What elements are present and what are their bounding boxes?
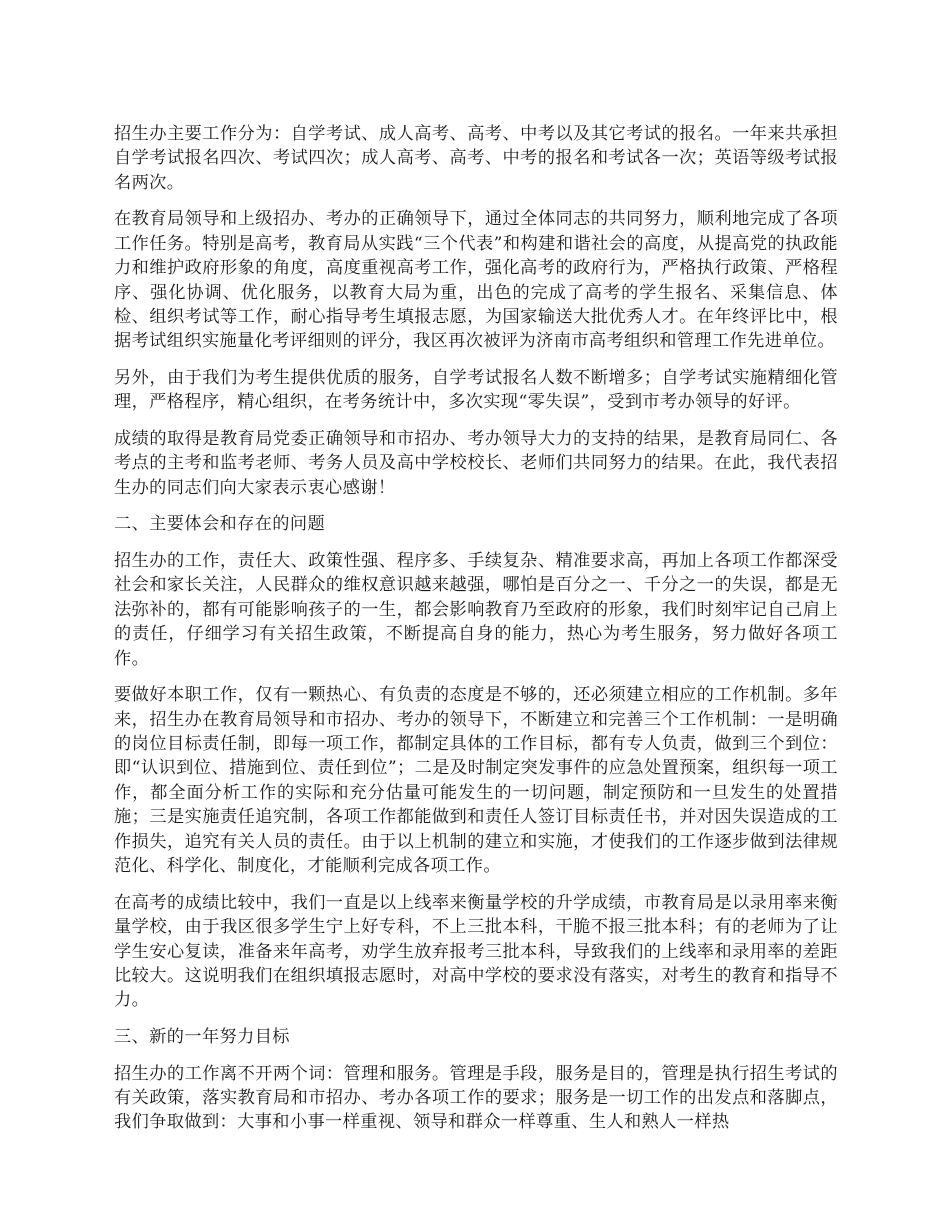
paragraph-management-and-service: 招生办的工作离不开两个词：管理和服务。管理是手段，服务是目的，管理是执行招生考试的有关政策，落实教育局和市招办、考办各项工作的要求；服务是一切工作的出发点和落脚点，我们争取做到：大事和小事一样重视、领导和群众一样尊重、生人和熟人一样热 (114, 1063, 838, 1133)
paragraph-exam-comparison: 在高考的成绩比较中，我们一直是以上线率来衡量学校的升学成绩，市教育局是以录用率来衡量学校，由于我区很多学生宁上好专科，不上三批本科，干脆不报三批本科；有的老师为了让学生安心复读，准备来年高考，劝学生放弃报考三批本科，导致我们的上线率和录用率的差距比较大。这说明我们在组织填报志愿时，对高中学校的要求没有落实，对考生的教育和指导不力。 (114, 892, 838, 1011)
paragraph-self-study-exam: 另外，由于我们为考生提供优质的服务，自学考试报名人数不断增多；自学考试实施精细化管理，严格程序，精心组织，在考务统计中，多次实现“零失误”，受到市考办领导的好评。 (114, 368, 838, 413)
paragraph-work-mechanisms: 要做好本职工作，仅有一颗热心、有负责的态度是不够的，还必须建立相应的工作机制。多年来，招生办在教育局领导和市招办、考办的领导下，不断建立和完善三个工作机制：一是明确的岗位目标责任制，即每一项工作，都制定具体的工作目标，都有专人负责，做到三个到位：即“认识到位、措施到位、责任到位”；二是及时制定突发事件的应急处置预案，组织每一项工作，都全面分析工作的实际和充分估量可能发生的一切问题，制定预防和一旦发生的处置措施；三是实施责任追究制，各项工作都能做到和责任人签订目标责任书，并对因失误造成的工作损失，追究有关人员的责任。由于以上机制的建立和实施，才使我们的工作逐步做到法律规范化、科学化、制度化，才能顺利完成各项工作。 (114, 685, 838, 877)
paragraph-registration-overview: 招生办主要工作分为：自学考试、成人高考、高考、中考以及其它考试的报名。一年来共承担自学考试报名四次、考试四次；成人高考、高考、中考的报名和考试各一次；英语等级考试报名两次。 (114, 124, 838, 193)
paragraph-responsibility: 招生办的工作，责任大、政策性强、程序多、手续复杂、精准要求高，再加上各项工作都深受社会和家长关注，人民群众的维权意识越来越强，哪怕是百分之一、千分之一的失误，都是无法弥补的，都有可能影响孩子的一生，都会影响教育乃至政府的形象，我们时刻牢记自己肩上的责任，仔细学习有关招生政策，不断提高自身的能力，热心为考生服务，努力做好各项工作。 (114, 551, 838, 669)
section-heading-new-year-goals: 三、新的一年努力目标 (114, 1026, 290, 1047)
section-heading-experience-and-problems: 二、主要体会和存在的问题 (114, 514, 326, 535)
paragraph-achievements: 在教育局领导和上级招办、考办的正确领导下，通过全体同志的共同努力，顺利地完成了各项工作任务。特别是高考，教育局从实践“三个代表”和构建和谐社会的高度，从提高党的执政能力和维护政府形象的角度，高度重视高考工作，强化高考的政府行为，严格执行政策、严格程序、强化协调、优化服务，以教育大局为重，出色的完成了高考的学生报名、采集信息、体检、组织考试等工作，耐心指导考生填报志愿，为国家输送大批优秀人才。在年终评比中，根据考试组织实施量化考评细则的评分，我区再次被评为济南市高考组织和管理工作先进单位。 (114, 209, 838, 352)
paragraph-acknowledgement: 成绩的取得是教育局党委正确领导和市招办、考办领导大力的支持的结果，是教育局同仁、各考点的主考和监考老师、考务人员及高中学校校长、老师们共同努力的结果。在此，我代表招生办的同志们向大家表示衷心感谢！ (114, 429, 838, 498)
document-page (114, 122, 838, 1147)
